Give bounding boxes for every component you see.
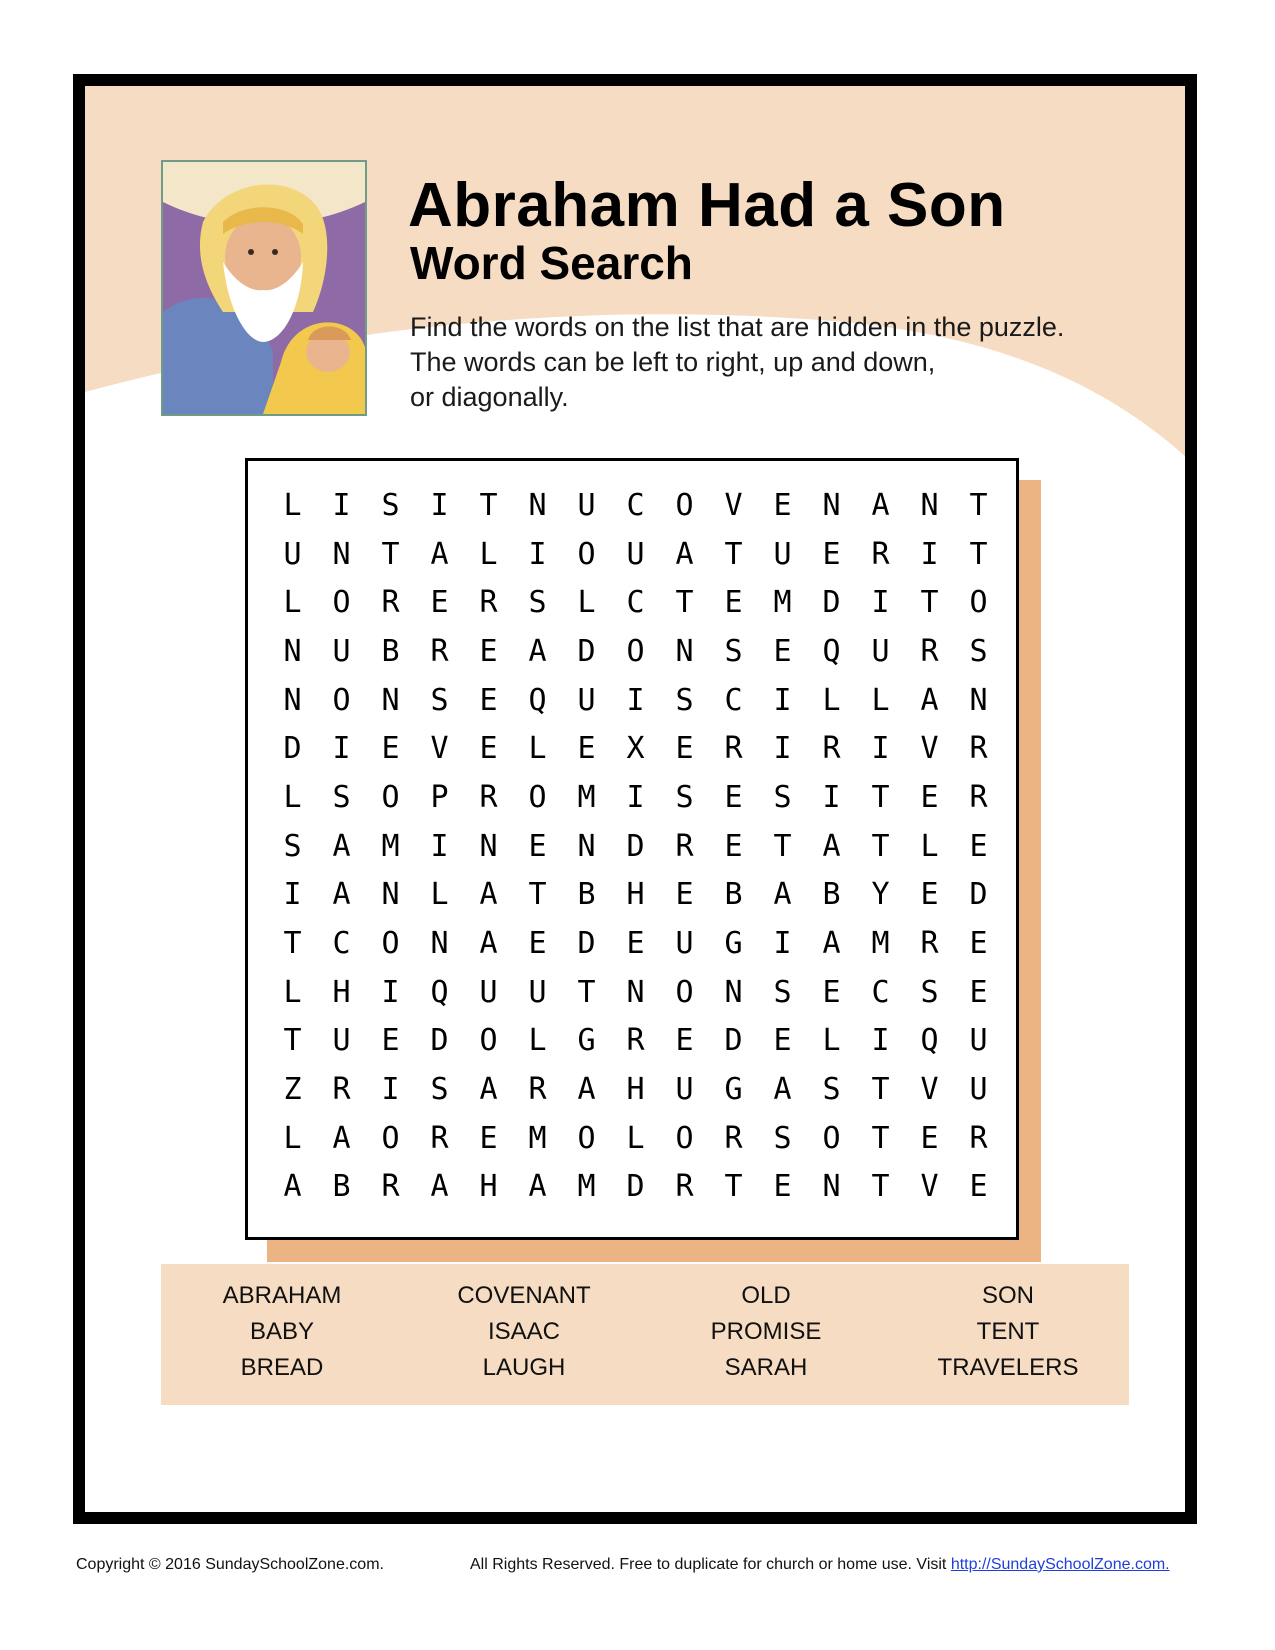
grid-letter: B [381, 633, 400, 669]
grid-letter: L [283, 974, 302, 1010]
grid-letter: R [969, 779, 988, 815]
grid-letter: D [283, 731, 302, 767]
grid-letter: I [773, 731, 792, 767]
word-list-item: OLD [741, 1282, 791, 1309]
grid-letter: N [430, 926, 449, 962]
grid-letter: L [822, 1023, 841, 1059]
grid-letter: C [626, 487, 645, 523]
grid-letter: A [773, 1072, 792, 1108]
grid-letter: B [822, 877, 841, 913]
grid-letter: R [920, 633, 939, 669]
grid-letter: V [920, 1072, 939, 1108]
grid-letter: T [724, 536, 743, 572]
grid-letter: L [626, 1120, 645, 1156]
grid-letter: E [969, 974, 988, 1010]
grid-letter: S [724, 633, 743, 669]
grid-letter: A [332, 877, 351, 913]
grid-letter: N [969, 682, 988, 718]
grid-letter: R [430, 633, 449, 669]
grid-letter: C [871, 974, 890, 1010]
grid-letter: D [724, 1023, 743, 1059]
grid-letter: E [479, 633, 498, 669]
grid-letter: U [332, 1023, 351, 1059]
grid-letter: S [430, 682, 449, 718]
grid-letter: U [577, 487, 596, 523]
grid-letter: T [871, 828, 890, 864]
grid-letter: L [283, 779, 302, 815]
grid-letter: E [969, 926, 988, 962]
grid-letter: R [430, 1120, 449, 1156]
grid-letter: D [626, 1169, 645, 1205]
grid-letter: S [773, 1120, 792, 1156]
grid-letter: S [969, 633, 988, 669]
grid-letter: N [822, 487, 841, 523]
instruction-line: Find the words on the list that are hidden in the puzzle. [410, 312, 1065, 342]
grid-letter: B [577, 877, 596, 913]
grid-letter: E [773, 633, 792, 669]
grid-letter: O [381, 1120, 400, 1156]
grid-letter: A [479, 877, 498, 913]
grid-letter: N [920, 487, 939, 523]
grid-letter: I [430, 487, 449, 523]
grid-letter: R [479, 779, 498, 815]
grid-letter: Q [822, 633, 841, 669]
grid-letter: R [871, 536, 890, 572]
grid-letter: S [528, 585, 547, 621]
grid-letter: S [920, 974, 939, 1010]
grid-letter: I [871, 585, 890, 621]
grid-letter: A [479, 926, 498, 962]
grid-letter: E [920, 1120, 939, 1156]
instruction-line: or diagonally. [410, 382, 569, 412]
grid-letter: O [822, 1120, 841, 1156]
grid-letter: M [577, 1169, 596, 1205]
word-list-item: SON [981, 1282, 1034, 1309]
grid-letter: E [430, 585, 449, 621]
grid-letter: D [430, 1023, 449, 1059]
grid-letter: M [381, 828, 400, 864]
grid-letter: Q [528, 682, 547, 718]
grid-letter: V [920, 1169, 939, 1205]
grid-letter: R [626, 1023, 645, 1059]
grid-letter: A [332, 828, 351, 864]
word-list-item: PROMISE [710, 1318, 822, 1345]
grid-letter: O [381, 779, 400, 815]
grid-letter: I [871, 731, 890, 767]
grid-letter: E [577, 731, 596, 767]
grid-letter: R [969, 1120, 988, 1156]
grid-letter: L [528, 731, 547, 767]
grid-letter: O [528, 779, 547, 815]
grid-letter: E [773, 1023, 792, 1059]
grid-letter: U [577, 682, 596, 718]
grid-letter: S [822, 1072, 841, 1108]
grid-letter: R [381, 585, 400, 621]
grid-letter: T [871, 1120, 890, 1156]
grid-letter: L [283, 585, 302, 621]
grid-letter: R [675, 828, 694, 864]
grid-letter: U [773, 536, 792, 572]
letter-grid [268, 481, 1003, 1211]
grid-letter: E [724, 779, 743, 815]
grid-letter: Q [430, 974, 449, 1010]
grid-letter: O [675, 1120, 694, 1156]
grid-letter: E [675, 877, 694, 913]
word-list-item: BREAD [240, 1354, 324, 1381]
grid-letter: Z [283, 1072, 302, 1108]
grid-letter: O [626, 633, 645, 669]
grid-letter: U [871, 633, 890, 669]
grid-letter: I [430, 828, 449, 864]
grid-letter: T [528, 877, 547, 913]
grid-letter: A [430, 536, 449, 572]
grid-letter: S [381, 487, 400, 523]
grid-letter: U [626, 536, 645, 572]
grid-letter: M [577, 779, 596, 815]
grid-letter: B [332, 1169, 351, 1205]
grid-letter: S [773, 974, 792, 1010]
grid-letter: O [675, 487, 694, 523]
grid-letter: T [871, 1169, 890, 1205]
grid-letter: T [577, 974, 596, 1010]
grid-letter: U [528, 974, 547, 1010]
grid-letter: I [773, 926, 792, 962]
grid-letter: A [920, 682, 939, 718]
grid-letter: A [871, 487, 890, 523]
page-subtitle: Word Search [410, 237, 693, 289]
grid-letter: E [920, 779, 939, 815]
word-list-item: SARAH [724, 1354, 808, 1381]
grid-letter: R [920, 926, 939, 962]
copyright-text: Copyright © 2016 SundaySchoolZone.com. [76, 1556, 384, 1573]
grid-letter: V [920, 731, 939, 767]
grid-letter: T [969, 536, 988, 572]
grid-letter: L [871, 682, 890, 718]
grid-letter: D [822, 585, 841, 621]
grid-letter: I [626, 779, 645, 815]
grid-letter: N [381, 682, 400, 718]
word-list-column [887, 1264, 1129, 1405]
grid-letter: E [822, 974, 841, 1010]
page-title: Abraham Had a Son [408, 171, 1006, 240]
grid-letter: R [675, 1169, 694, 1205]
site-link[interactable]: http://SundaySchoolZone.com. [950, 1556, 1170, 1573]
grid-letter: E [724, 828, 743, 864]
grid-letter: H [332, 974, 351, 1010]
word-list-item: TRAVELERS [937, 1354, 1079, 1381]
abraham-holding-baby-illustration [161, 160, 367, 416]
instruction-line: The words can be left to right, up and down, [410, 347, 936, 377]
grid-letter: N [577, 828, 596, 864]
grid-letter: E [528, 828, 547, 864]
grid-letter: E [479, 682, 498, 718]
worksheet-frame [73, 74, 1197, 1524]
grid-letter: L [920, 828, 939, 864]
grid-letter: P [430, 779, 449, 815]
grid-letter: H [626, 1072, 645, 1108]
grid-letter: R [724, 731, 743, 767]
grid-letter: C [626, 585, 645, 621]
grid-letter: L [528, 1023, 547, 1059]
grid-letter: O [675, 974, 694, 1010]
grid-letter: T [969, 487, 988, 523]
grid-letter: T [675, 585, 694, 621]
grid-letter: E [675, 1023, 694, 1059]
grid-letter: S [773, 779, 792, 815]
grid-letter: L [822, 682, 841, 718]
grid-letter: U [675, 1072, 694, 1108]
grid-letter: I [332, 731, 351, 767]
grid-letter: E [381, 731, 400, 767]
grid-letter: L [283, 487, 302, 523]
grid-letter: O [332, 585, 351, 621]
grid-letter: S [675, 779, 694, 815]
grid-letter: E [822, 536, 841, 572]
grid-letter: Y [871, 877, 890, 913]
grid-letter: N [479, 828, 498, 864]
grid-letter: E [724, 585, 743, 621]
grid-letter: T [283, 1023, 302, 1059]
grid-letter: E [969, 828, 988, 864]
grid-letter: I [871, 1023, 890, 1059]
grid-letter: N [283, 633, 302, 669]
grid-letter: R [969, 731, 988, 767]
grid-letter: T [920, 585, 939, 621]
grid-letter: V [430, 731, 449, 767]
grid-letter: A [332, 1120, 351, 1156]
grid-letter: C [724, 682, 743, 718]
grid-letter: A [528, 633, 547, 669]
grid-letter: M [528, 1120, 547, 1156]
grid-letter: U [332, 633, 351, 669]
grid-letter: C [332, 926, 351, 962]
grid-letter: D [577, 633, 596, 669]
grid-letter: S [675, 682, 694, 718]
word-list-item: TENT [976, 1318, 1040, 1345]
word-list-item: ABRAHAM [222, 1282, 342, 1309]
word-list-column [403, 1264, 645, 1405]
grid-letter: G [724, 926, 743, 962]
puzzle-box [245, 458, 1019, 1240]
grid-letter: E [675, 731, 694, 767]
word-list-item: BABY [249, 1318, 315, 1345]
grid-letter: A [577, 1072, 596, 1108]
grid-letter: I [528, 536, 547, 572]
rights-text [470, 1556, 1170, 1574]
grid-letter: L [283, 1120, 302, 1156]
grid-letter: N [626, 974, 645, 1010]
grid-letter: T [283, 926, 302, 962]
grid-letter: A [283, 1169, 302, 1205]
grid-letter: I [381, 1072, 400, 1108]
word-list-item: COVENANT [457, 1282, 591, 1309]
grid-letter: R [332, 1072, 351, 1108]
grid-letter: S [332, 779, 351, 815]
grid-letter: U [479, 974, 498, 1010]
grid-letter: N [283, 682, 302, 718]
grid-letter: O [479, 1023, 498, 1059]
grid-letter: D [969, 877, 988, 913]
grid-letter: I [920, 536, 939, 572]
grid-letter: X [626, 731, 645, 767]
grid-letter: A [822, 828, 841, 864]
grid-letter: R [528, 1072, 547, 1108]
grid-letter: I [381, 974, 400, 1010]
grid-letter: N [724, 974, 743, 1010]
grid-letter: O [381, 926, 400, 962]
grid-letter: T [479, 487, 498, 523]
grid-letter: O [577, 536, 596, 572]
grid-letter: L [479, 536, 498, 572]
grid-letter: T [724, 1169, 743, 1205]
grid-letter: I [773, 682, 792, 718]
grid-letter: T [871, 779, 890, 815]
grid-letter: L [577, 585, 596, 621]
grid-letter: E [969, 1169, 988, 1205]
grid-letter: G [577, 1023, 596, 1059]
rights-statement: All Rights Reserved. Free to duplicate for church or home use. Visit [470, 1556, 951, 1573]
grid-letter: B [724, 877, 743, 913]
instructions [410, 310, 1130, 415]
word-list-item: LAUGH [482, 1354, 566, 1381]
word-list-item: ISAAC [487, 1318, 561, 1345]
grid-letter: M [871, 926, 890, 962]
grid-letter: E [626, 926, 645, 962]
grid-letter: T [773, 828, 792, 864]
grid-letter: R [822, 731, 841, 767]
grid-letter: N [822, 1169, 841, 1205]
grid-letter: N [675, 633, 694, 669]
grid-letter: U [675, 926, 694, 962]
word-list [161, 1264, 1129, 1405]
grid-letter: G [724, 1072, 743, 1108]
grid-letter: U [969, 1072, 988, 1108]
grid-letter: I [822, 779, 841, 815]
word-list-column [161, 1264, 403, 1405]
grid-letter: N [528, 487, 547, 523]
grid-letter: I [332, 487, 351, 523]
grid-letter: R [381, 1169, 400, 1205]
grid-letter: E [920, 877, 939, 913]
grid-letter: I [283, 877, 302, 913]
grid-letter: S [283, 828, 302, 864]
grid-letter: H [626, 877, 645, 913]
grid-letter: A [675, 536, 694, 572]
grid-letter: L [430, 877, 449, 913]
grid-letter: N [381, 877, 400, 913]
grid-letter: Q [920, 1023, 939, 1059]
grid-letter: I [626, 682, 645, 718]
grid-letter: R [479, 585, 498, 621]
grid-letter: V [724, 487, 743, 523]
grid-letter: A [773, 877, 792, 913]
word-list-column [645, 1264, 887, 1405]
grid-letter: O [577, 1120, 596, 1156]
grid-letter: E [479, 731, 498, 767]
grid-letter: E [773, 1169, 792, 1205]
grid-letter: U [283, 536, 302, 572]
grid-letter: H [479, 1169, 498, 1205]
grid-letter: E [381, 1023, 400, 1059]
grid-letter: A [822, 926, 841, 962]
grid-letter: O [969, 585, 988, 621]
grid-letter: E [528, 926, 547, 962]
grid-letter: U [969, 1023, 988, 1059]
grid-letter: A [430, 1169, 449, 1205]
grid-letter: R [724, 1120, 743, 1156]
grid-letter: O [332, 682, 351, 718]
grid-letter: E [479, 1120, 498, 1156]
grid-letter: T [871, 1072, 890, 1108]
grid-letter: M [773, 585, 792, 621]
grid-letter: N [332, 536, 351, 572]
grid-letter: D [577, 926, 596, 962]
grid-letter: A [479, 1072, 498, 1108]
grid-letter: D [626, 828, 645, 864]
grid-letter: A [528, 1169, 547, 1205]
grid-letter: E [773, 487, 792, 523]
grid-letter: S [430, 1072, 449, 1108]
grid-letter: T [381, 536, 400, 572]
